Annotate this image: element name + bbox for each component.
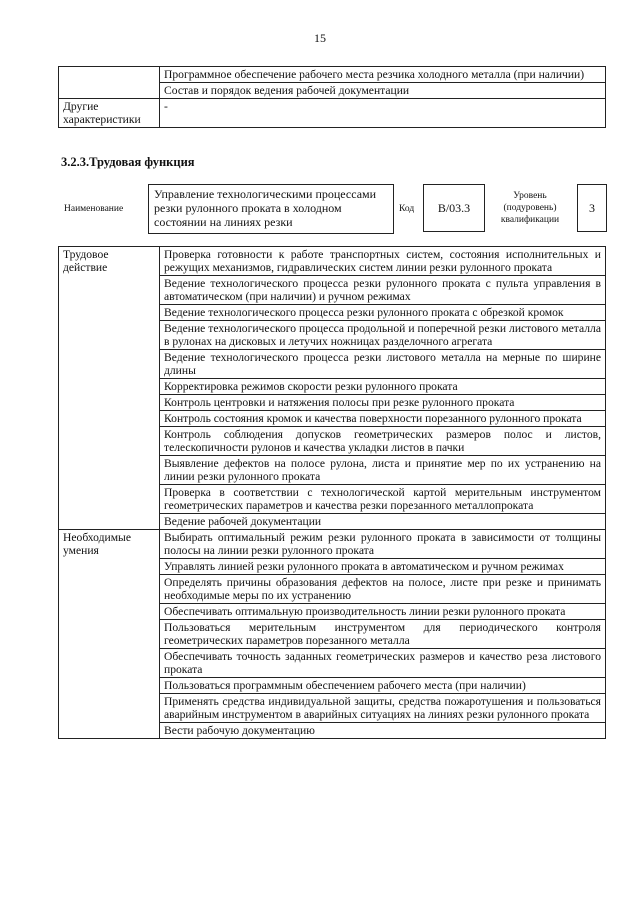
code-label: Код	[399, 204, 415, 214]
table-row	[59, 247, 606, 276]
row-text: Обеспечивать точность заданных геометрических размеров и качество реза листового проката	[160, 649, 606, 678]
row-text: Проверка в соответствии с технологической картой мерительным инструментом геометрических параметров и качества резки порезанного металлопроката	[160, 485, 606, 514]
row-label: Трудовое действие	[59, 247, 160, 530]
section-heading: 3.2.3.Трудовая функция	[61, 155, 195, 169]
row-text: Ведение рабочей документации	[160, 514, 606, 530]
row-label: Необходимые умения	[59, 530, 160, 739]
row-text: Определять причины образования дефектов на полосе, листе при резке и принимать необходимые меры по их устранению	[160, 575, 606, 604]
row-text: Ведение технологического процесса резки рулонного проката с обрезкой кромок	[160, 305, 606, 321]
page-number: 15	[314, 31, 326, 45]
row-text: Контроль центровки и натяжения полосы при резке рулонного проката	[160, 395, 606, 411]
top-table	[58, 66, 606, 128]
row-text: Пользоваться программным обеспечением рабочего места (при наличии)	[160, 678, 606, 694]
name-label: Наименование	[64, 204, 124, 214]
code-value: B/03.3	[423, 184, 485, 232]
row-text: Программное обеспечение рабочего места резчика холодного металла (при наличии)	[160, 67, 606, 83]
table-row	[59, 530, 606, 559]
row-text: Контроль соблюдения допусков геометрических размеров полос и листов, телескопичности рулонов и качества укладки листов в пачки	[160, 427, 606, 456]
row-text: -	[160, 99, 606, 128]
row-text: Выявление дефектов на полосе рулона, листа и принятие мер по их устранению на линии резки рулонного проката	[160, 456, 606, 485]
row-text: Управлять линией резки рулонного проката в автоматическом и ручном режимах	[160, 559, 606, 575]
top-table-row	[59, 67, 606, 83]
row-text: Пользоваться мерительным инструментом для периодического контроля геометрических параметров порезанного металла	[160, 620, 606, 649]
row-text: Вести рабочую документацию	[160, 723, 606, 739]
function-header	[58, 184, 608, 234]
row-text: Контроль состояния кромок и качества поверхности порезанного рулонного проката	[160, 411, 606, 427]
row-text: Ведение технологического процесса резки листового металла на мерные по ширине длины	[160, 350, 606, 379]
name-value: Управление технологическими процессами резки рулонного проката в холодном состоянии на линиях резки	[148, 184, 394, 234]
top-table-row	[59, 99, 606, 128]
row-text: Проверка готовности к работе транспортных систем, состояния исполнительных и режущих механизмов, гидравлических систем линии резки рулонного проката	[160, 247, 606, 276]
level-value: 3	[577, 184, 607, 232]
row-text: Состав и порядок ведения рабочей документации	[160, 83, 606, 99]
row-text: Применять средства индивидуальной защиты, средства пожаротушения и пользоваться аварийным инструментом в аварийных ситуациях на линиях резки рулонного проката	[160, 694, 606, 723]
row-label: Другие характеристики	[59, 99, 160, 128]
row-text: Ведение технологического процесса резки рулонного проката с пульта управления в автоматическом (при наличии) и ручном режимах	[160, 276, 606, 305]
row-text: Обеспечивать оптимальную производительность линии резки рулонного проката	[160, 604, 606, 620]
main-table	[58, 246, 606, 739]
row-text: Ведение технологического процесса продольной и поперечной резки листового металла в рулонах на дисковых и летучих ножницах разделочного агрегата	[160, 321, 606, 350]
level-label: Уровень (подуровень) квалификации	[500, 191, 560, 225]
row-label	[59, 67, 160, 99]
row-text: Выбирать оптимальный режим резки рулонного проката в зависимости от толщины полосы на линии резки рулонного проката	[160, 530, 606, 559]
row-text: Корректировка режимов скорости резки рулонного проката	[160, 379, 606, 395]
